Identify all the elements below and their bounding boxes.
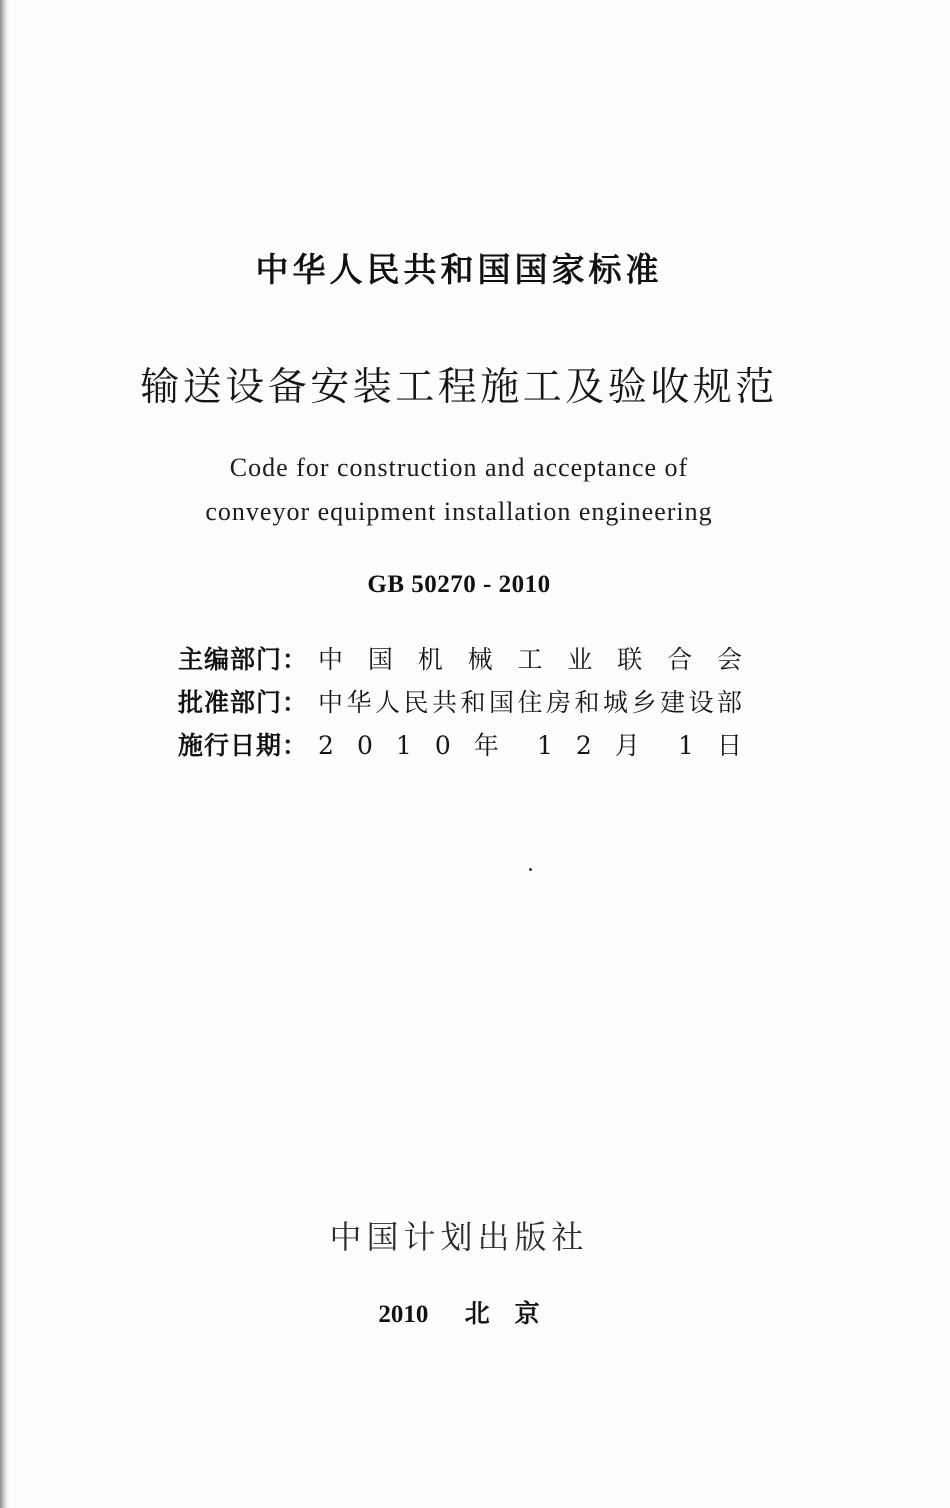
scan-speck	[529, 868, 532, 871]
publication-imprint	[0, 1300, 918, 1330]
publication-city: 北 京	[464, 1301, 540, 1328]
info-value: 中 国 机 械 工 业 联 合 会	[318, 645, 742, 674]
publisher-name: 中国计划出版社	[329, 1218, 589, 1256]
info-label: 施行日期：	[178, 731, 309, 760]
info-row-chief-editor	[178, 638, 744, 681]
info-row-effective-date	[178, 724, 744, 767]
document-title-chinese: 输送设备安装工程施工及验收规范	[140, 365, 778, 410]
info-value: 中华人民共和国住房和城乡建设部	[318, 688, 742, 717]
issuance-info	[178, 638, 744, 767]
info-label: 主编部门：	[178, 645, 309, 674]
info-row-approval-department	[178, 681, 744, 724]
scan-binding-edge	[0, 0, 9, 1508]
english-title-line-2: conveyor equipment installation engineering	[205, 497, 713, 526]
standard-type-heading: 中华人民共和国国家标准	[255, 250, 663, 289]
publication-year: 2010	[378, 1301, 429, 1328]
info-label: 批准部门：	[178, 688, 309, 717]
standard-code: GB 50270 - 2010	[367, 571, 551, 598]
document-title-english	[0, 446, 918, 534]
english-title-line-1: Code for construction and acceptance of	[229, 453, 689, 482]
info-value: 2 0 1 0 年 1 2 月 1 日	[318, 731, 742, 760]
